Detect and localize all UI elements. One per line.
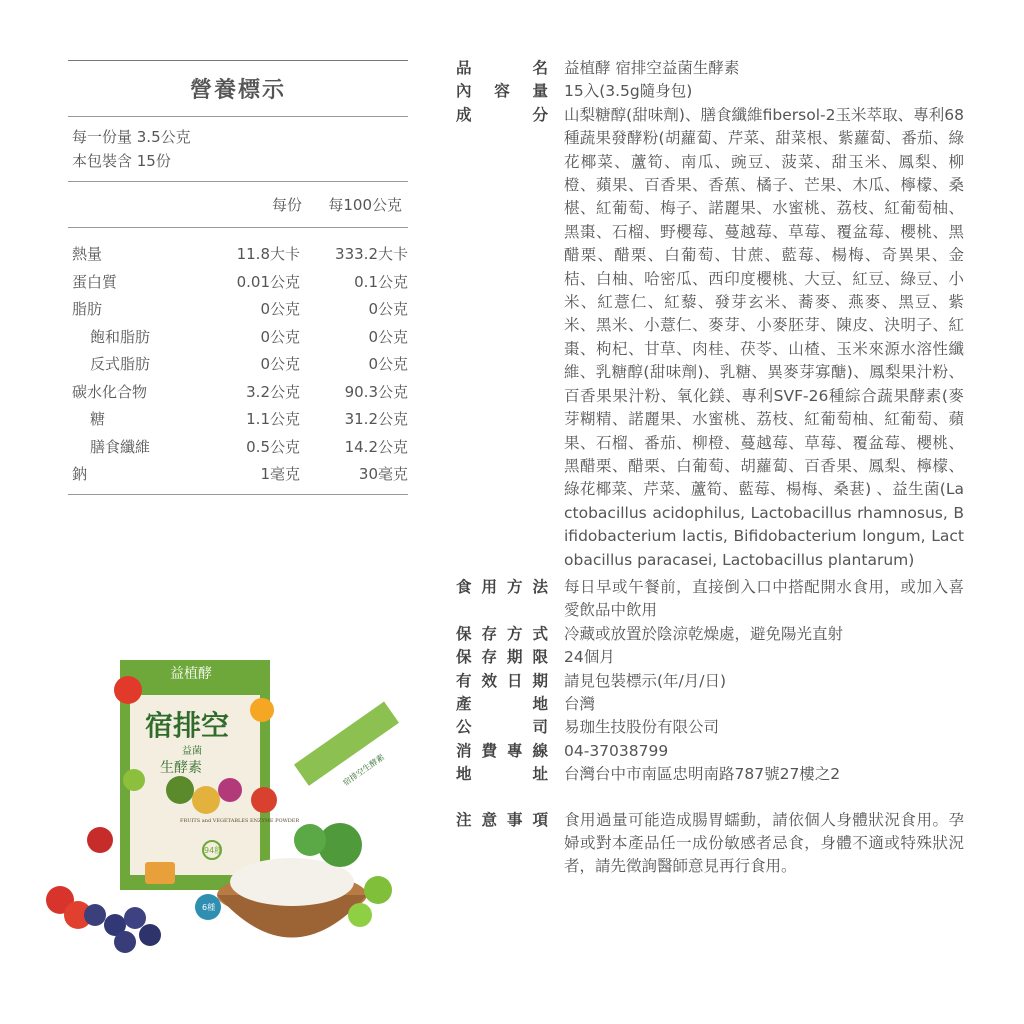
- spec-value: 易珈生技股份有限公司: [564, 718, 720, 737]
- nutrient-per-serving: 0公克: [260, 300, 300, 319]
- spec-label: 產 地: [456, 694, 548, 713]
- box-brand: 益植酵: [170, 666, 212, 682]
- spec-label: 保 存 方 式: [456, 624, 548, 643]
- badge-94: 94種: [204, 846, 223, 855]
- spec-usage: [456, 576, 964, 623]
- serving-info: [68, 117, 408, 181]
- box-english: FRUITS and VEGETABLES ENZYME POWDER: [180, 818, 300, 824]
- spec-product-name: [456, 57, 964, 80]
- box-subtitle-1: 益菌: [182, 746, 202, 757]
- nutrient-name: 碳水化合物: [72, 382, 148, 401]
- nutrition-row: [68, 350, 408, 378]
- nutrition-rows: [68, 228, 408, 494]
- nutrient-name: 脂肪: [72, 300, 103, 319]
- product-illustration: [30, 650, 430, 980]
- nutrition-row: [68, 323, 408, 351]
- spec-value: 冷藏或放置於陰涼乾燥處，避免陽光直射: [564, 624, 844, 643]
- spec-value: 每日早或午餐前，直接倒入口中搭配開水食用，或加入喜愛飲品中飲用: [564, 577, 964, 620]
- nutrient-per-serving: 11.8大卡: [236, 245, 300, 264]
- col-per-serving: 每份: [271, 196, 302, 214]
- servings-per-pack: 本包裝含 15份: [72, 152, 171, 170]
- nutrient-per-100g: 0公克: [368, 300, 408, 319]
- spec-label: 食 用 方 法: [456, 577, 548, 596]
- spec-label: 保 存 期 限: [456, 648, 548, 667]
- nutrition-panel: [68, 60, 408, 495]
- spec-value: 益植酵 宿排空益菌生酵素: [564, 59, 740, 77]
- divider: [68, 494, 408, 495]
- nutrient-name: 飽和脂肪: [90, 327, 151, 346]
- nutrition-row: [68, 460, 408, 488]
- spec-value: 請見包裝標示(年/月/日): [564, 671, 727, 690]
- spec-value: 台灣台中市南區忠明南路787號27樓之2: [564, 765, 841, 784]
- nutrient-name: 鈉: [72, 465, 88, 484]
- nutrient-per-100g: 90.3公克: [344, 382, 408, 401]
- badge-6: 6種: [202, 903, 216, 912]
- spec-label: 內 容 量: [456, 82, 548, 101]
- nutrition-row: [68, 405, 408, 433]
- nutrition-row: [68, 240, 408, 268]
- stick-pack: [294, 701, 399, 785]
- box-subtitle-2: 生酵素: [160, 760, 202, 776]
- spec-storage: [456, 623, 964, 646]
- spec-content: [456, 80, 964, 103]
- spec-label: 地 址: [456, 765, 548, 784]
- spec-label: 公 司: [456, 718, 548, 737]
- box-title: 宿排空: [145, 709, 230, 742]
- nutrient-per-100g: 30毫克: [358, 465, 408, 484]
- spec-label: 品 名: [456, 59, 548, 77]
- nutrient-name: 熱量: [72, 245, 103, 264]
- spec-label: 有 效 日 期: [456, 671, 548, 690]
- serving-size: 每一份量 3.5公克: [72, 128, 191, 146]
- nutrient-name: 反式脂肪: [90, 355, 151, 374]
- product-image: [30, 650, 430, 980]
- nutrient-per-100g: 31.2公克: [344, 410, 408, 429]
- spec-hotline: [456, 740, 964, 763]
- spec-notice: [456, 809, 964, 879]
- nutrient-per-serving: 1毫克: [260, 465, 300, 484]
- spec-ingredients: [456, 104, 964, 572]
- spec-value: 食用過量可能造成腸胃蠕動，請依個人身體狀況食用。孕婦或對本產品任一成份敏感者忌食，身體不適或特殊狀況者，請先徵詢醫師意見再行食用。: [564, 810, 964, 876]
- nutrient-per-100g: 0.1公克: [354, 272, 408, 291]
- nutrient-per-100g: 0公克: [368, 355, 408, 374]
- nutrient-name: 糖: [90, 410, 106, 429]
- nutrient-per-100g: 14.2公克: [344, 437, 408, 456]
- nutrient-per-serving: 0.5公克: [246, 437, 300, 456]
- nutrient-per-serving: 0公克: [260, 327, 300, 346]
- nutrient-name: 膳食纖維: [90, 437, 151, 456]
- spec-value: 15入(3.5g隨身包): [564, 82, 693, 101]
- nutrition-row: [68, 268, 408, 296]
- spec-address: [456, 763, 964, 786]
- nutrient-per-serving: 3.2公克: [246, 382, 300, 401]
- spec-value: 台灣: [564, 694, 596, 713]
- nutrient-name: 蛋白質: [72, 272, 118, 291]
- spec-value: 04-37038799: [564, 741, 669, 760]
- nutrient-per-serving: 1.1公克: [246, 410, 300, 429]
- col-per-100g: 每100公克: [328, 196, 402, 214]
- nutrient-per-100g: 333.2大卡: [335, 245, 408, 264]
- spec-label: 消 費 專 線: [456, 741, 548, 760]
- nutrition-row: [68, 295, 408, 323]
- spec-label: 成 分: [456, 105, 548, 124]
- spec-value: 24個月: [564, 648, 615, 667]
- spec-list: [456, 57, 964, 879]
- nutrition-column-header: [68, 182, 408, 227]
- nutrient-per-serving: 0公克: [260, 355, 300, 374]
- nutrient-per-serving: 0.01公克: [236, 272, 300, 291]
- spec-value: 山梨糖醇(甜味劑)、膳食纖維fibersol-2玉米萃取、專利68種蔬果發酵粉(胡蘿蔔、芹菜、甜菜根、紫蘿蔔、番茄、綠花椰菜、蘆筍、南瓜、豌豆、菠菜、甜玉米、鳳梨、柳橙、蘋果、百香果、香蕉、橘子、芒果、木瓜、檸檬、桑椹、紅葡萄、梅子、諾麗果、水蜜桃、荔枝、紅葡萄柚、黑棗、石榴、野櫻莓、蔓越莓、草莓、覆盆莓、櫻桃、黑醋栗、醋栗、白葡萄、甘蔗、藍莓、楊梅、奇異果、金桔、白柚、哈密瓜、西印度櫻桃、大豆、紅豆、綠豆、小米、紅薏仁、紅藜、發芽玄米、蕎麥、燕麥、黑豆、紫米、黑米、小薏仁、麥芽、小麥胚芽、陳皮、決明子、紅棗、枸杞、甘草、肉桂、茯苓、山楂、玉米來源水溶性纖維、乳糖醇(甜味劑)、乳糖、異麥芽寡醣)、鳳梨果汁粉、百香果果汁粉、氧化鎂、專利SVF-26種綜合蔬果酵素(麥芽糊精、諾麗果、水蜜桃、荔枝、紅葡萄柚、紅葡萄、蘋果、石榴、番茄、柳橙、蔓越莓、草莓、覆盆莓、櫻桃、黑醋栗、醋栗、白葡萄、胡蘿蔔、百香果、鳳梨、檸檬、綠花椰菜、芹菜、蘆筍、藍莓、楊梅、桑葚) 、益生菌(Lactobacillus acidophilus, Lactobacillus rhamnosus, Bifidobacterium lactis, Bifidobacterium longum, Lactobacillus paracasei, Lactobacillus plantarum): [564, 105, 964, 569]
- powder-bowl: [217, 858, 367, 938]
- nutrition-row: [68, 378, 408, 406]
- spec-label: 注 意 事 項: [456, 810, 548, 829]
- spec-company: [456, 716, 964, 739]
- nutrition-title: 營養標示: [189, 78, 286, 103]
- stick-text: 宿排空生酵素: [341, 752, 386, 788]
- spec-origin: [456, 693, 964, 716]
- nutrient-per-100g: 0公克: [368, 327, 408, 346]
- spec-shelf-life: [456, 646, 964, 669]
- nutrition-row: [68, 433, 408, 461]
- spec-expiry: [456, 670, 964, 693]
